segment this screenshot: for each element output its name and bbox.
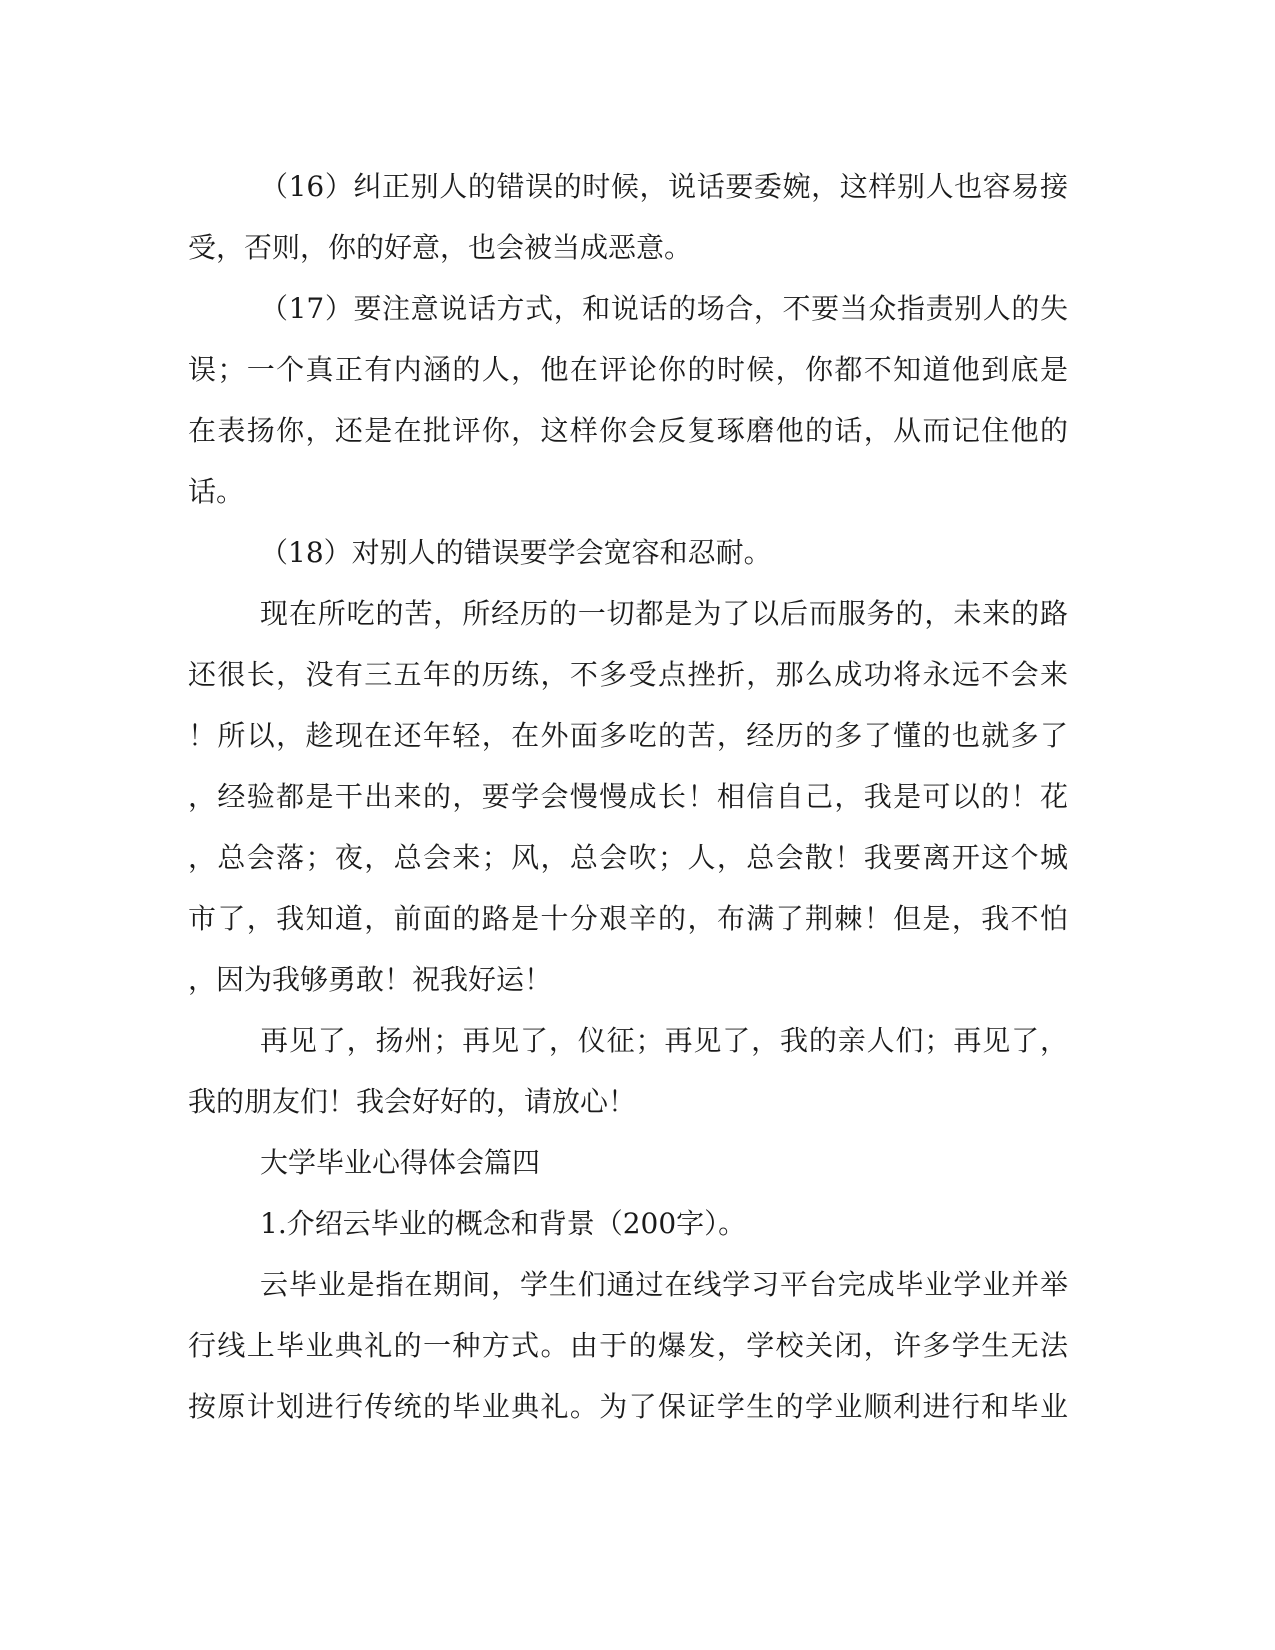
text-line: （16）纠正别人的错误的时候，说话要委婉，这样别人也容易接 — [260, 170, 1068, 203]
text-line: ！所以，趁现在还年轻，在外面多吃的苦，经历的多了懂的也就多了 — [188, 719, 1068, 752]
text-line: ，经验都是干出来的，要学会慢慢成长！相信自己，我是可以的！花 — [188, 780, 1068, 813]
text-line: （18）对别人的错误要学会宽容和忍耐。 — [260, 536, 772, 569]
text-line: 在表扬你，还是在批评你，这样你会反复琢磨他的话，从而记住他的 — [188, 414, 1068, 447]
text-line: ，总会落；夜，总会来；风，总会吹；人，总会散！我要离开这个城 — [188, 841, 1068, 874]
text-line: 行线上毕业典礼的一种方式。由于的爆发，学校关闭，许多学生无法 — [188, 1329, 1068, 1362]
text-line: 现在所吃的苦，所经历的一切都是为了以后而服务的，未来的路 — [260, 597, 1068, 630]
text-line: 云毕业是指在期间，学生们通过在线学习平台完成毕业学业并举 — [260, 1268, 1068, 1301]
document-body — [188, 156, 1068, 1437]
text-line: （17）要注意说话方式，和说话的场合，不要当众指责别人的失 — [260, 292, 1068, 325]
text-line: 再见了，扬州；再见了，仪征；再见了，我的亲人们；再见了， — [260, 1024, 1068, 1057]
text-line: 按原计划进行传统的毕业典礼。为了保证学生的学业顺利进行和毕业 — [188, 1390, 1068, 1423]
text-line: 市了，我知道，前面的路是十分艰辛的，布满了荆棘！但是，我不怕 — [188, 902, 1068, 935]
text-line: 大学毕业心得体会篇四 — [260, 1146, 541, 1179]
text-line: 受，否则，你的好意，也会被当成恶意。 — [188, 231, 693, 264]
text-line: 还很长，没有三五年的历练，不多受点挫折，那么成功将永远不会来 — [188, 658, 1068, 691]
text-line: ，因为我够勇敢！祝我好运！ — [188, 963, 553, 996]
text-line: 话。 — [188, 475, 245, 508]
text-line: 1.介绍云毕业的概念和背景（200字）。 — [260, 1207, 747, 1240]
text-line: 误；一个真正有内涵的人，他在评论你的时候，你都不知道他到底是 — [188, 353, 1068, 386]
text-line: 我的朋友们！我会好好的，请放心！ — [188, 1085, 637, 1118]
